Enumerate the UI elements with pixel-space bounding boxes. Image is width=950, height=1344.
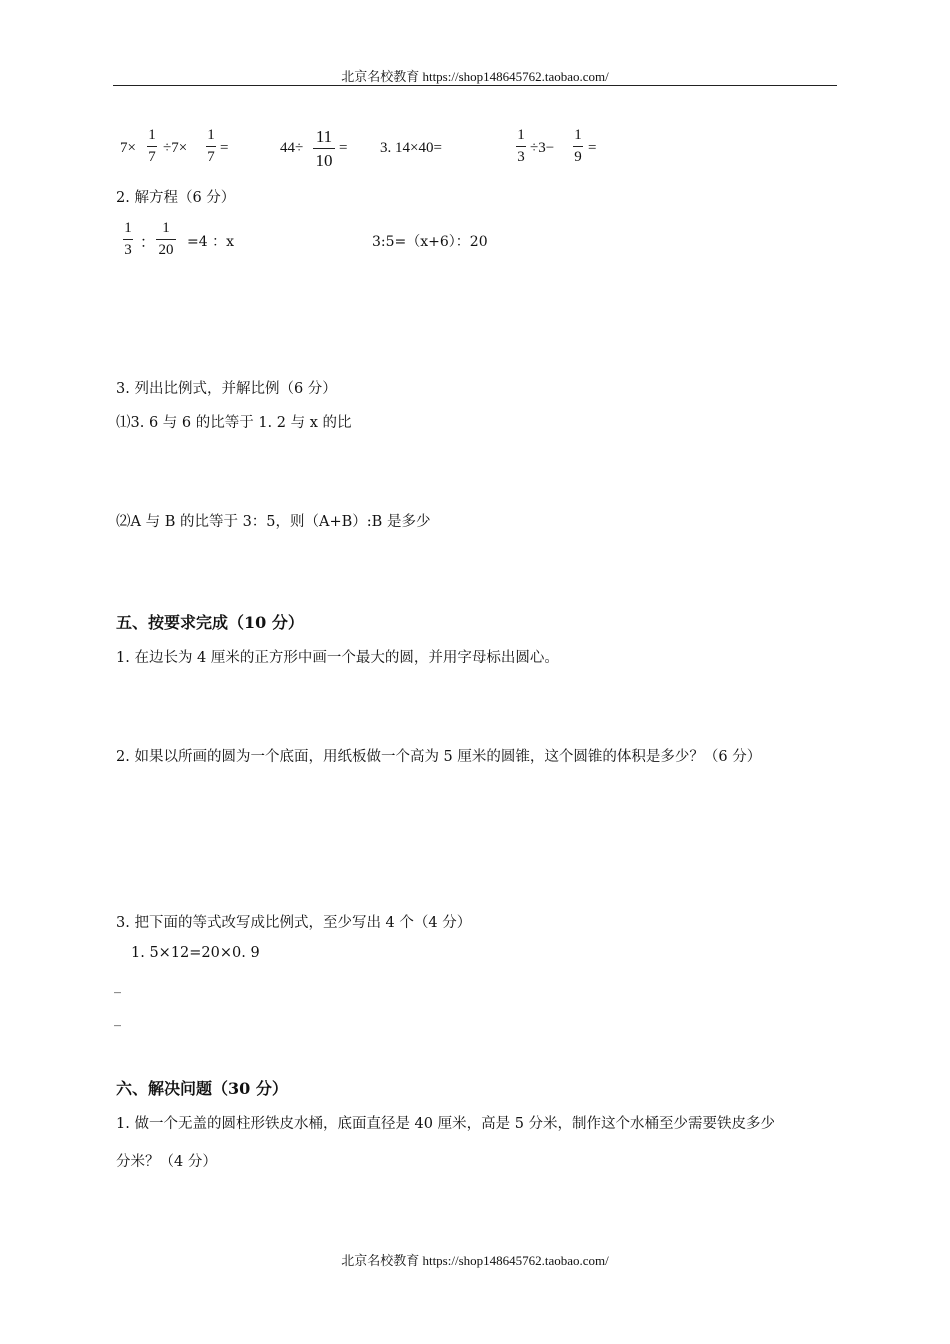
fraction-numerator: 1 — [124, 220, 132, 236]
page-footer: 北京名校教育 https://shop148645762.taobao.com/ — [341, 1253, 609, 1268]
calc4-fraction-1 — [516, 128, 526, 165]
s6-question-1-line-2: 分米？（4 分） — [116, 1154, 217, 1170]
fraction-numerator: 1 — [162, 220, 170, 236]
proportion-title: 3. 列出比例式，并解比例（6 分） — [116, 381, 337, 397]
eq1-rest: =4 ：x — [187, 234, 234, 250]
fraction-numerator: 1 — [148, 127, 156, 143]
fraction-denominator: 20 — [158, 242, 174, 258]
fraction-bar — [516, 146, 526, 147]
section-5-heading: 五、按要求完成（10 分） — [116, 613, 304, 632]
page-header: 北京名校教育 https://shop148645762.taobao.com/ — [341, 69, 609, 84]
eq1-fraction-1 — [123, 221, 133, 258]
fraction-bar — [147, 146, 157, 147]
fraction-denominator: 3 — [124, 242, 132, 258]
fraction-denominator: 7 — [148, 149, 156, 165]
fraction-denominator: 3 — [517, 149, 525, 165]
calc4-fraction-2 — [573, 128, 583, 165]
s5-question-3-equation: 1. 5×12=20×0. 9 — [131, 945, 260, 961]
section-6-heading: 六、解决问题（30 分） — [116, 1079, 288, 1098]
fraction-numerator: 1 — [574, 127, 582, 143]
fraction-denominator: 7 — [207, 149, 215, 165]
calc4-part-b: ÷3− — [530, 140, 555, 156]
fraction-bar — [573, 146, 583, 147]
equations-title: 2. 解方程（6 分） — [116, 190, 236, 206]
fraction-bar — [313, 148, 335, 149]
calc-expression-3: 3. 14×40= — [380, 140, 442, 156]
fraction-denominator: 9 — [574, 149, 582, 165]
eq1-separator: ： — [140, 235, 156, 251]
proportion-problem-2: ⑵A 与 B 的比等于 3：5，则（A+B）:B 是多少 — [116, 514, 431, 530]
s5-question-3: 3. 把下面的等式改写成比例式，至少写出 4 个（4 分） — [116, 915, 472, 931]
calc2-fraction — [313, 128, 335, 169]
calc2-equals: = — [339, 140, 348, 156]
calc4-equals: = — [588, 140, 597, 156]
proportion-problem-1: ⑴3. 6 与 6 的比等于 1. 2 与 x 的比 — [116, 415, 352, 431]
calc1-part-b: ÷7× — [163, 140, 188, 156]
calc2-part-a: 44÷ — [280, 140, 304, 156]
fraction-numerator: 1 — [207, 127, 215, 143]
answer-blank-1: _ — [114, 978, 121, 994]
fraction-bar — [123, 239, 133, 240]
fraction-denominator: 10 — [315, 151, 333, 170]
fraction-numerator: 1 — [517, 127, 525, 143]
eq1-fraction-2 — [156, 221, 176, 258]
equation-2: 3:5=（x+6）：20 — [372, 234, 488, 250]
header-rule — [113, 85, 837, 86]
fraction-bar — [156, 239, 176, 240]
answer-blank-2: _ — [114, 1011, 121, 1027]
s5-question-2: 2. 如果以所画的圆为一个底面，用纸板做一个高为 5 厘米的圆锥，这个圆锥的体积是多少？（6 分） — [116, 749, 762, 765]
s6-question-1-line-1: 1. 做一个无盖的圆柱形铁皮水桶，底面直径是 40 厘米，高是 5 分米，制作这个水桶至少需要铁皮多少 — [116, 1116, 776, 1132]
fraction-numerator: 11 — [315, 127, 333, 146]
calc1-fraction-1 — [147, 128, 157, 165]
calc1-equals: = — [220, 140, 229, 156]
calc1-fraction-2 — [206, 128, 216, 165]
calc1-part-a: 7× — [120, 140, 136, 156]
fraction-bar — [206, 146, 216, 147]
s5-question-1: 1. 在边长为 4 厘米的正方形中画一个最大的圆，并用字母标出圆心。 — [116, 650, 559, 666]
